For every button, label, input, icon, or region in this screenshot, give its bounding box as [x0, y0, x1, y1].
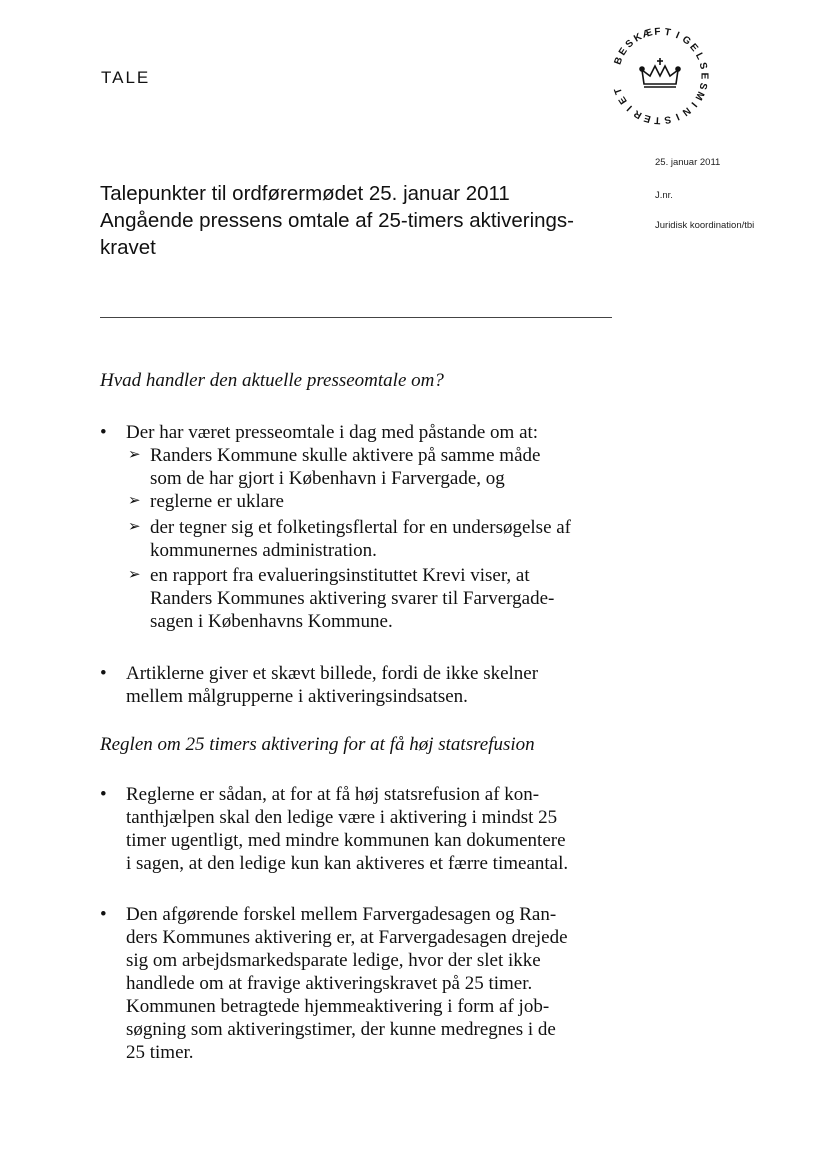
sub-bullet-line: reglerne er uklare — [150, 491, 284, 512]
bullet-line: timer ugentligt, med mindre kommunen kan dokumentere — [126, 830, 566, 851]
journal-number-label: J.nr. — [655, 190, 673, 201]
sub-bullet-line: sagen i Københavns Kommune. — [150, 611, 393, 632]
arrow-bullet-icon: ➢ — [128, 493, 141, 509]
sub-bullet-line: Randers Kommunes aktivering svarer til Farvergade- — [150, 588, 555, 609]
bullet-line: Reglerne er sådan, at for at få høj statsrefusion af kon- — [126, 784, 540, 805]
sub-bullet-line: der tegner sig et folketingsflertal for en undersøgelse af — [150, 517, 572, 538]
logo-letter: B — [612, 55, 626, 67]
logo-letter: I — [673, 110, 681, 122]
logo-letter: I — [625, 102, 635, 113]
bullet-line: Kommunen betragtede hjemmeaktivering i form af job- — [126, 996, 550, 1017]
sub-bullet-line: kommunernes administration. — [150, 540, 377, 561]
title-divider — [100, 317, 612, 318]
arrow-bullet-icon: ➢ — [128, 447, 141, 463]
document-type-label: TALE — [101, 68, 151, 87]
bullet-icon: • — [100, 784, 107, 805]
logo-letter: G — [679, 34, 693, 48]
sub-bullet-line: som de har gjort i København i Farvergade, og — [150, 468, 505, 489]
section-heading: Reglen om 25 timers aktivering for at få høj statsrefusion — [100, 734, 535, 755]
bullet-icon: • — [100, 904, 107, 925]
sub-bullet-line: en rapport fra evalueringsinstituttet Krevi viser, at — [150, 565, 530, 586]
logo-letter: I — [688, 99, 699, 109]
title-line: Talepunkter til ordførermødet 25. januar 2011 — [100, 182, 510, 205]
arrow-bullet-icon: ➢ — [128, 519, 141, 535]
section-heading: Hvad handler den aktuelle presseomtale om? — [100, 370, 444, 391]
arrow-bullet-icon: ➢ — [128, 567, 141, 583]
bullet-line: Den afgørende forskel mellem Farvergadesagen og Ran- — [126, 904, 557, 925]
bullet-icon: • — [100, 422, 107, 443]
document-date: 25. januar 2011 — [655, 157, 721, 168]
logo-letter: E — [616, 94, 630, 106]
crown-icon — [640, 58, 680, 87]
logo-letter: T — [663, 26, 672, 39]
bullet-line: tanthjælpen skal den ledige være i aktivering i mindst 25 — [126, 807, 558, 828]
ministry-crown-logo — [608, 20, 712, 130]
bullet-line: Artiklerne giver et skævt billede, fordi de ikke skelner — [126, 663, 539, 684]
title-line: kravet — [100, 236, 156, 259]
logo-letter: E — [687, 41, 700, 54]
logo-letter: M — [692, 89, 706, 102]
title-line: Angående pressens omtale af 25-timers aktiverings- — [100, 209, 575, 232]
logo-letter: E — [616, 46, 630, 58]
logo-letter: T — [654, 114, 661, 126]
bullet-line: Der har været presseomtale i dag med påstande om at: — [126, 422, 539, 443]
bullet-line: i sagen, at den ledige kun kan aktiveres et færre timeantal. — [126, 853, 569, 874]
logo-letter: N — [680, 104, 693, 118]
logo-letter: E — [698, 72, 710, 80]
logo-letter: E — [642, 111, 653, 125]
logo-letter: T — [612, 86, 626, 96]
logo-letter: R — [632, 107, 644, 121]
sub-bullet-line: Randers Kommune skulle aktivere på samme måde — [150, 445, 541, 466]
department-unit: Juridisk koordination/tbi — [655, 220, 755, 231]
logo-letter: S — [696, 81, 709, 91]
bullet-line: sig om arbejdsmarkedsparate ledige, hvor der slet ikke — [126, 950, 541, 971]
logo-letter: L — [692, 51, 706, 62]
bullet-icon: • — [100, 663, 107, 684]
bullet-line: 25 timer. — [126, 1042, 194, 1063]
logo-letter: Æ — [641, 27, 654, 41]
bullet-line: handlede om at fravige aktiveringskravet på 25 timer. — [126, 973, 533, 994]
bullet-line: søgning som aktiveringstimer, der kunne medregnes i de — [126, 1019, 556, 1040]
logo-letter: K — [632, 31, 644, 45]
logo-letter: F — [654, 26, 661, 38]
logo-letter: I — [673, 30, 681, 42]
logo-letter: S — [663, 113, 672, 126]
document-title — [100, 180, 640, 261]
logo-letter: S — [623, 37, 637, 51]
bullet-line: ders Kommunes aktivering er, at Farvergadesagen drejede — [126, 927, 568, 948]
logo-letter: S — [696, 61, 709, 71]
bullet-line: mellem målgrupperne i aktiveringsindsatsen. — [126, 686, 468, 707]
